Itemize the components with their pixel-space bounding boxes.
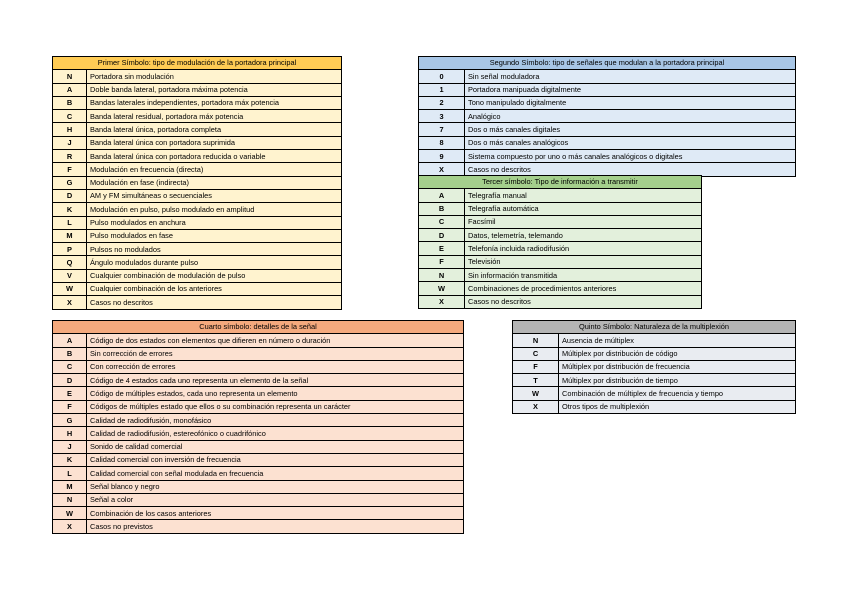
table-row <box>53 507 464 520</box>
code-cell: D <box>419 229 465 242</box>
code-cell: A <box>53 83 87 96</box>
table-row <box>53 493 464 506</box>
code-cell: J <box>53 440 87 453</box>
description-cell: Televisión <box>465 255 702 268</box>
code-cell: W <box>53 507 87 520</box>
code-cell: F <box>53 163 87 176</box>
table-row <box>53 347 464 360</box>
description-cell: Analógico <box>465 110 796 123</box>
description-cell: Banda lateral única con portadora suprimida <box>87 136 342 149</box>
code-cell: T <box>513 374 559 387</box>
code-cell: W <box>513 387 559 400</box>
table-row <box>53 374 464 387</box>
table-row <box>53 296 342 309</box>
description-cell: Sin información transmitida <box>465 269 702 282</box>
code-cell: 7 <box>419 123 465 136</box>
table-title: Tercer símbolo: Tipo de información a transmitir <box>419 176 702 189</box>
code-cell: D <box>53 374 87 387</box>
description-cell: Código de dos estados con elementos que difieren en número o duración <box>87 334 464 347</box>
table-row <box>53 440 464 453</box>
table-row <box>53 360 464 373</box>
third-symbol-table <box>418 175 702 309</box>
description-cell: Otros tipos de multiplexión <box>559 400 796 413</box>
table-title: Quinto Símbolo: Naturaleza de la multiplexión <box>513 321 796 334</box>
description-cell: Telegrafía automática <box>465 202 702 215</box>
description-cell: Múltiplex por distribución de frecuencia <box>559 360 796 373</box>
description-cell: Código de múltiples estados, cada uno representa un elemento <box>87 387 464 400</box>
description-cell: Cualquier combinación de modulación de pulso <box>87 269 342 282</box>
table-row <box>53 189 342 202</box>
table-row <box>513 334 796 347</box>
code-cell: Q <box>53 256 87 269</box>
table-row <box>53 163 342 176</box>
code-cell: B <box>53 347 87 360</box>
code-cell: N <box>53 493 87 506</box>
code-cell: X <box>53 520 87 533</box>
code-cell: B <box>53 96 87 109</box>
table-row <box>513 400 796 413</box>
description-cell: Calidad comercial con señal modulada en frecuencia <box>87 467 464 480</box>
table-row <box>53 467 464 480</box>
table-title: Cuarto símbolo: detalles de la señal <box>53 321 464 334</box>
description-cell: Banda lateral única con portadora reducida o variable <box>87 150 342 163</box>
table-row <box>419 269 702 282</box>
code-cell: J <box>53 136 87 149</box>
table-row <box>419 136 796 149</box>
code-cell: W <box>53 283 87 296</box>
fourth-symbol-table <box>52 320 464 534</box>
code-cell: 2 <box>419 96 465 109</box>
description-cell: Dos o más canales analógicos <box>465 136 796 149</box>
table-row <box>53 203 342 216</box>
table-row <box>53 269 342 282</box>
code-cell: C <box>513 347 559 360</box>
description-cell: Doble banda lateral, portadora máxima potencia <box>87 83 342 96</box>
table-row <box>53 83 342 96</box>
description-cell: Facsímil <box>465 215 702 228</box>
code-cell: E <box>53 387 87 400</box>
description-cell: Sin señal moduladora <box>465 70 796 83</box>
description-cell: Telegrafía manual <box>465 189 702 202</box>
description-cell: Portadora manipuada digitalmente <box>465 83 796 96</box>
code-cell: N <box>53 70 87 83</box>
table-row <box>53 400 464 413</box>
description-cell: Pulso modulados en fase <box>87 229 342 242</box>
table-row <box>419 255 702 268</box>
code-cell: N <box>419 269 465 282</box>
table-row <box>53 520 464 533</box>
description-cell: Código de 4 estados cada uno representa un elemento de la señal <box>87 374 464 387</box>
code-cell: A <box>53 334 87 347</box>
table-row <box>53 229 342 242</box>
table-title: Primer Símbolo: tipo de modulación de la portadora principal <box>53 57 342 70</box>
table-row <box>53 256 342 269</box>
description-cell: Ángulo modulados durante pulso <box>87 256 342 269</box>
code-cell: V <box>53 269 87 282</box>
description-cell: Tono manipulado digitalmente <box>465 96 796 109</box>
code-cell: N <box>513 334 559 347</box>
code-cell: W <box>419 282 465 295</box>
table-row <box>53 123 342 136</box>
table-row <box>419 229 702 242</box>
table-row <box>513 347 796 360</box>
code-cell: L <box>53 467 87 480</box>
code-cell: X <box>53 296 87 309</box>
table-row <box>53 70 342 83</box>
table-row <box>53 136 342 149</box>
description-cell: Bandas laterales independientes, portadora máx potencia <box>87 96 342 109</box>
description-cell: Datos, telemetría, telemando <box>465 229 702 242</box>
table-row <box>419 123 796 136</box>
code-cell: C <box>53 360 87 373</box>
table-row <box>53 96 342 109</box>
table-row <box>419 110 796 123</box>
second-symbol-table <box>418 56 796 177</box>
code-cell: F <box>53 400 87 413</box>
table-row <box>53 243 342 256</box>
table-row <box>53 283 342 296</box>
code-cell: 3 <box>419 110 465 123</box>
description-cell: Pulsos no modulados <box>87 243 342 256</box>
description-cell: Calidad de radiodifusión, monofásico <box>87 414 464 427</box>
code-cell: M <box>53 229 87 242</box>
description-cell: Casos no descritos <box>87 296 342 309</box>
code-cell: P <box>53 243 87 256</box>
table-row <box>53 414 464 427</box>
code-cell: 0 <box>419 70 465 83</box>
code-cell: F <box>419 255 465 268</box>
table-row <box>53 176 342 189</box>
description-cell: Pulso modulados en anchura <box>87 216 342 229</box>
code-cell: L <box>53 216 87 229</box>
description-cell: Modulación en pulso, pulso modulado en amplitud <box>87 203 342 216</box>
description-cell: Cualquier combinación de los anteriores <box>87 283 342 296</box>
table-row <box>419 282 702 295</box>
code-cell: F <box>513 360 559 373</box>
description-cell: Combinación de los casos anteriores <box>87 507 464 520</box>
code-cell: X <box>419 163 465 176</box>
description-cell: Calidad comercial con inversión de frecuencia <box>87 453 464 466</box>
table-row <box>53 427 464 440</box>
description-cell: Banda lateral residual, portadora máx potencia <box>87 110 342 123</box>
code-cell: C <box>53 110 87 123</box>
description-cell: Telefonía incluida radiodifusión <box>465 242 702 255</box>
description-cell: Modulación en fase (indirecta) <box>87 176 342 189</box>
code-cell: X <box>513 400 559 413</box>
description-cell: Casos no descritos <box>465 163 796 176</box>
table-row <box>53 110 342 123</box>
description-cell: AM y FM simultáneas o secuenciales <box>87 189 342 202</box>
description-cell: Dos o más canales digitales <box>465 123 796 136</box>
code-cell: H <box>53 123 87 136</box>
description-cell: Sonido de calidad comercial <box>87 440 464 453</box>
table-row <box>513 360 796 373</box>
description-cell: Con corrección de errores <box>87 360 464 373</box>
code-cell: X <box>419 295 465 308</box>
code-cell: 9 <box>419 150 465 163</box>
code-cell: M <box>53 480 87 493</box>
description-cell: Casos no previstos <box>87 520 464 533</box>
code-cell: G <box>53 414 87 427</box>
code-cell: K <box>53 453 87 466</box>
table-row <box>419 295 702 308</box>
table-row <box>53 334 464 347</box>
table-row <box>513 374 796 387</box>
description-cell: Calidad de radiodifusión, estereofónico o cuadrifónico <box>87 427 464 440</box>
fifth-symbol-table <box>512 320 796 414</box>
code-cell: C <box>419 215 465 228</box>
description-cell: Ausencia de múltiplex <box>559 334 796 347</box>
table-row <box>53 387 464 400</box>
first-symbol-table <box>52 56 342 310</box>
code-cell: 1 <box>419 83 465 96</box>
code-cell: R <box>53 150 87 163</box>
code-cell: B <box>419 202 465 215</box>
code-cell: E <box>419 242 465 255</box>
table-row <box>419 150 796 163</box>
table-row <box>513 387 796 400</box>
description-cell: Señal a color <box>87 493 464 506</box>
description-cell: Banda lateral única, portadora completa <box>87 123 342 136</box>
code-cell: 8 <box>419 136 465 149</box>
table-title: Segundo Símbolo: tipo de señales que modulan a la portadora principal <box>419 57 796 70</box>
code-cell: H <box>53 427 87 440</box>
table-row <box>419 70 796 83</box>
code-cell: A <box>419 189 465 202</box>
table-row <box>419 202 702 215</box>
table-row <box>53 216 342 229</box>
table-row <box>419 189 702 202</box>
description-cell: Portadora sin modulación <box>87 70 342 83</box>
table-row <box>419 96 796 109</box>
description-cell: Combinaciones de procedimientos anteriores <box>465 282 702 295</box>
table-row <box>419 215 702 228</box>
description-cell: Códigos de múltiples estado que ellos o su combinación representa un carácter <box>87 400 464 413</box>
code-cell: K <box>53 203 87 216</box>
description-cell: Sistema compuesto por uno o más canales analógicos o digitales <box>465 150 796 163</box>
table-row <box>419 242 702 255</box>
code-cell: G <box>53 176 87 189</box>
table-row <box>53 453 464 466</box>
description-cell: Modulación en frecuencia (directa) <box>87 163 342 176</box>
table-row <box>53 150 342 163</box>
table-row <box>53 480 464 493</box>
description-cell: Sin corrección de errores <box>87 347 464 360</box>
table-row <box>419 83 796 96</box>
code-cell: D <box>53 189 87 202</box>
description-cell: Señal blanco y negro <box>87 480 464 493</box>
description-cell: Múltiplex por distribución de tiempo <box>559 374 796 387</box>
description-cell: Combinación de múltiplex de frecuencia y tiempo <box>559 387 796 400</box>
description-cell: Múltiplex por distribución de código <box>559 347 796 360</box>
description-cell: Casos no descritos <box>465 295 702 308</box>
